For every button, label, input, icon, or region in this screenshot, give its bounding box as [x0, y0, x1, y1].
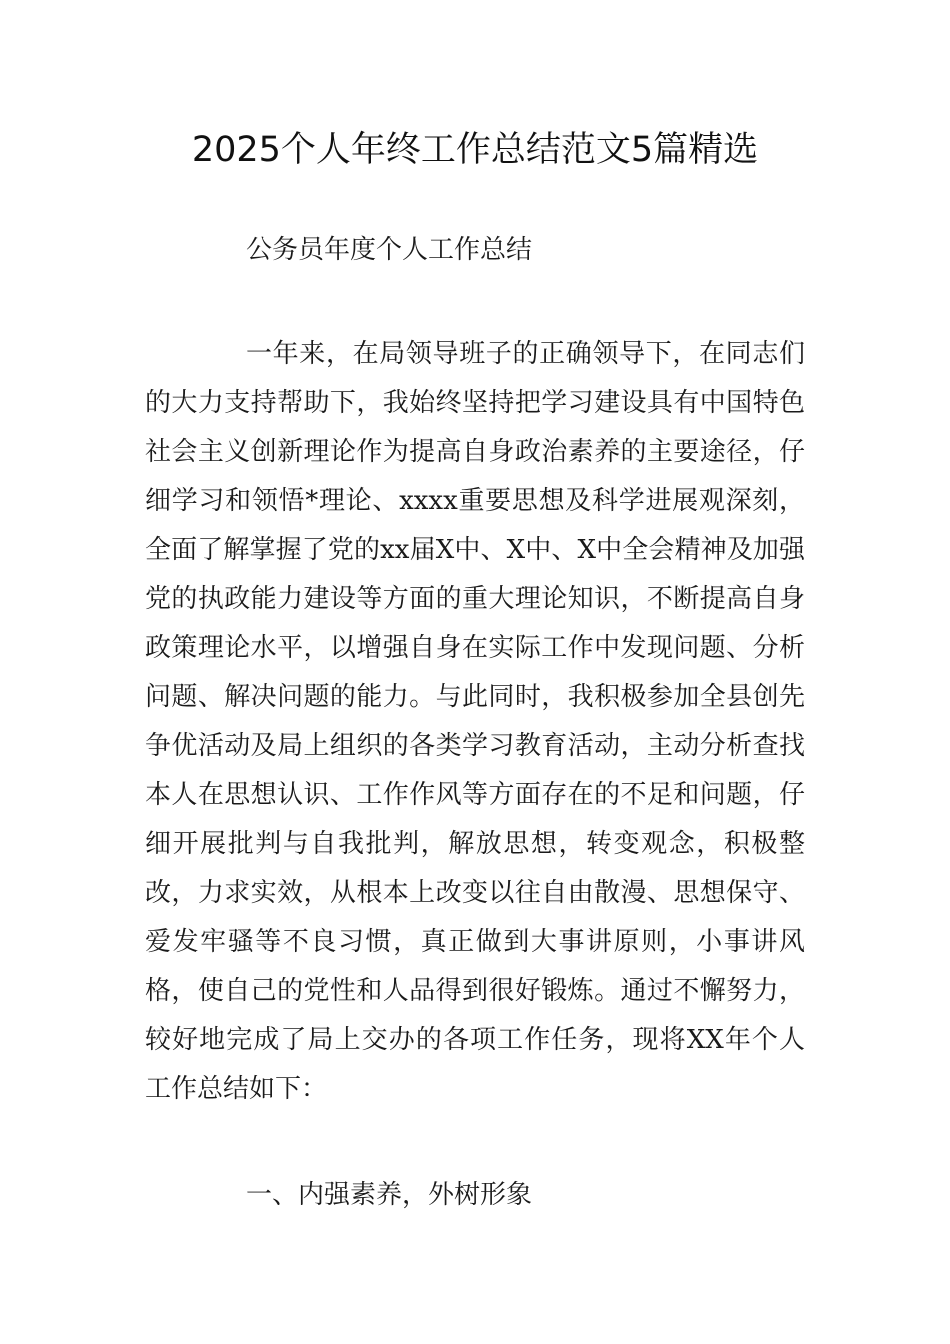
document-subtitle: 公务员年度个人工作总结: [246, 235, 533, 265]
document-title: 2025个人年终工作总结范文5篇精选: [191, 130, 759, 170]
body-paragraph: 一年来，在局领导班子的正确领导下，在同志们的大力支持帮助下，我始终坚持把学习建设具有中国特色社会主义创新理论作为提高自身政治素养的主要途径，仔细学习和领悟*理论、xxxx重要思想及科学进展观深刻，全面了解掌握了党的xx届X中、X中、X中全会精神及加强党的执政能力建设等方面的重大理论知识，不断提高自身政策理论水平，以增强自身在实际工作中发现问题、分析问题、解决问题的能力。与此同时，我积极参加全县创先争优活动及局上组织的各类学习教育活动，主动分析查找本人在思想认识、工作作风等方面存在的不足和问题，仔细开展批判与自我批判，解放思想，转变观念，积极整改，力求实效，从根本上改变以往自由散漫、思想保守、爱发牢骚等不良习惯，真正做到大事讲原则，小事讲风格，使自己的党性和人品得到很好锻炼。通过不懈努力，较好地完成了局上交办的各项工作任务，现将XX年个人工作总结如下：: [145, 339, 805, 1104]
section-heading: 一、内强素养，外树形象: [246, 1180, 533, 1210]
